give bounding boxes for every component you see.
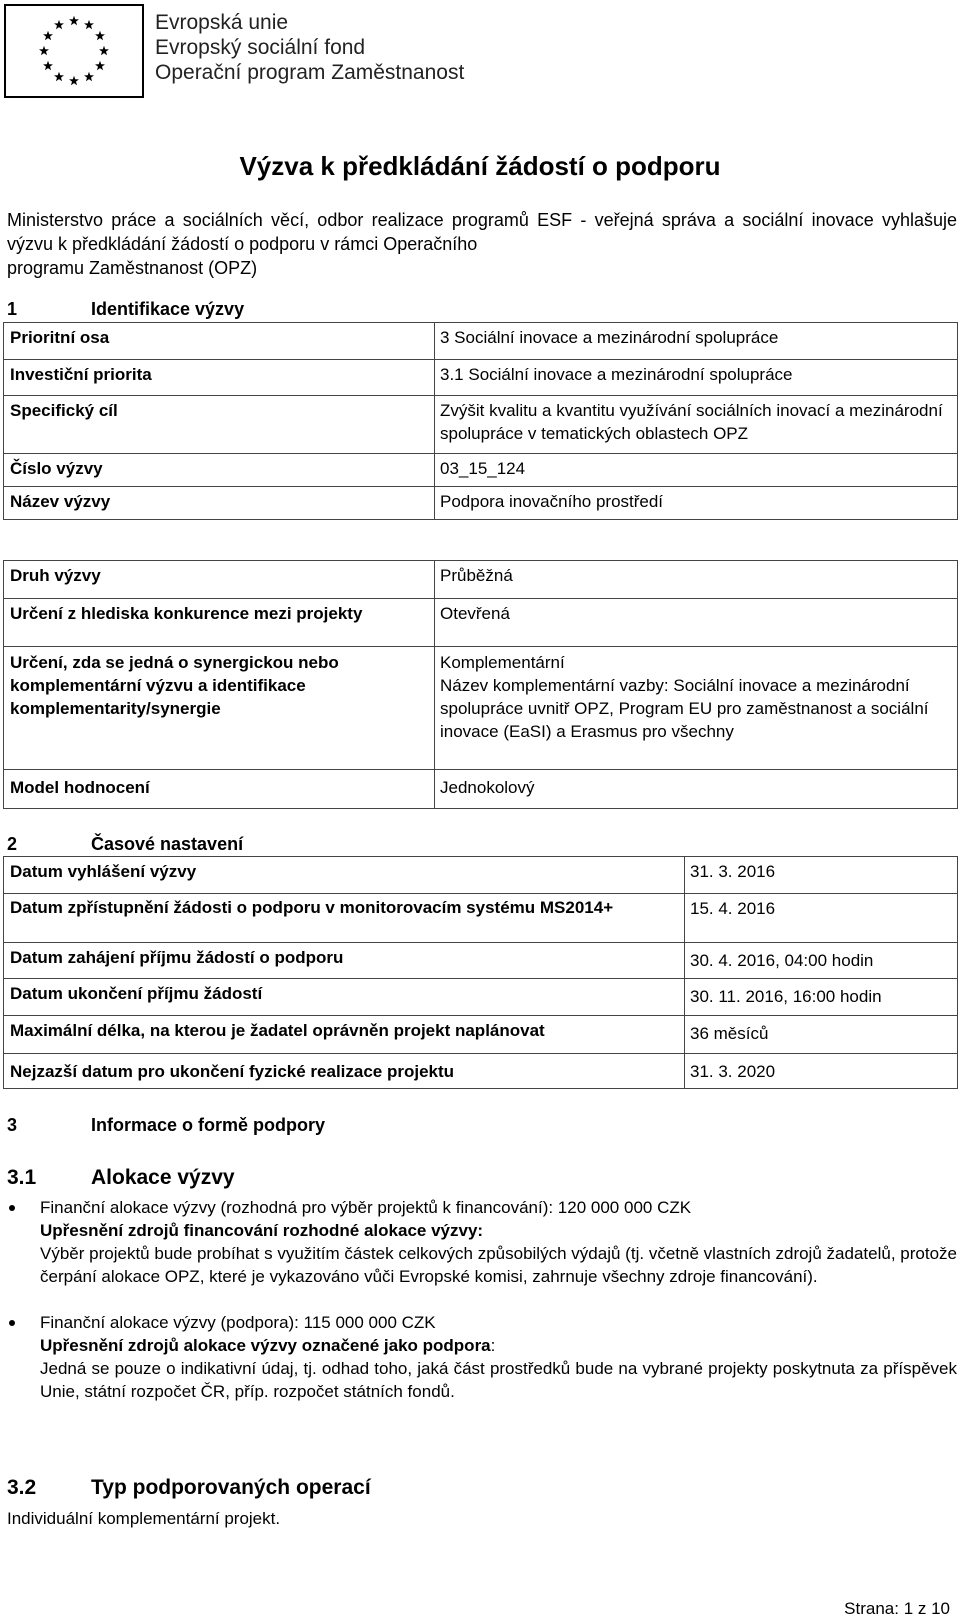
support-note-colon: :	[490, 1336, 496, 1355]
section3-number: 3	[7, 1115, 18, 1135]
section1-number: 1	[7, 299, 18, 319]
star-icon	[69, 76, 79, 85]
row-value: Podpora inovačního prostředí	[440, 492, 664, 511]
row-label: Nejzazší datum pro ukončení fyzické realizace projektu	[10, 1062, 455, 1081]
row-value-block	[434, 647, 957, 770]
table-row	[4, 598, 957, 647]
table-row	[4, 942, 957, 979]
row-value: 15. 4. 2016	[690, 899, 776, 918]
table-row	[4, 646, 957, 770]
row-value: 30. 4. 2016, 04:00 hodin	[690, 951, 874, 970]
star-icon	[43, 31, 53, 40]
star-icon	[84, 20, 94, 29]
row-label: Investiční priorita	[10, 365, 152, 384]
star-icon	[99, 46, 109, 55]
row-value: 30. 11. 2016, 16:00 hodin	[690, 987, 882, 1006]
table-row	[4, 395, 957, 454]
section3-title: Informace o formě podpory	[91, 1115, 326, 1135]
row-label: Číslo výzvy	[10, 459, 103, 478]
logo-line-esf: Evropský sociální fond	[155, 36, 366, 59]
table-row	[4, 1053, 957, 1091]
section3-heading	[7, 1114, 325, 1136]
row-value: Zvýšit kvalitu a kvantitu využívání sociálních inovací a mezinárodní spolupráce v tematických oblastech OPZ	[440, 401, 943, 443]
support-note-heading: Upřesnění zdrojů alokace výzvy označené jako podpora	[40, 1336, 491, 1355]
row-label: Název výzvy	[10, 492, 111, 511]
section2-number: 2	[7, 834, 18, 854]
row-label: Datum zahájení příjmu žádostí o podporu	[10, 948, 344, 967]
row-label: Model hodnocení	[10, 778, 150, 797]
logo-line-eu: Evropská unie	[155, 11, 289, 34]
table-row	[4, 453, 957, 487]
section1-title: Identifikace výzvy	[91, 299, 245, 319]
allocation-list	[7, 1196, 957, 1403]
table-row	[4, 486, 957, 522]
eu-flag-logo	[4, 4, 144, 98]
support-note-text: Jedná se pouze o indikativní údaj, tj. odhad toho, jaká část prostředků bude na vybrané projekty poskytnuta za příspěvek Unie, státní rozpočet ČR, příp. rozpočet státních fondů.	[40, 1359, 957, 1401]
row-value-detail: Název komplementární vazby: Sociální inovace a mezinárodní spolupráce uvnitř OPZ, Program EU pro zaměstnanost a sociální inovace (EaSI) a Erasmus pro všechny	[440, 676, 929, 741]
table-row	[4, 857, 957, 893]
logo-line-opz: Operační program Zaměstnanost	[155, 61, 465, 84]
section3-2-title: Typ podporovaných operací	[91, 1476, 371, 1499]
identification-table	[3, 322, 958, 520]
row-value: Průběžná	[440, 566, 513, 585]
table-row	[4, 893, 957, 943]
bullet-icon	[9, 1205, 15, 1211]
row-label: Datum vyhlášení výzvy	[10, 862, 197, 881]
table-row	[4, 323, 957, 359]
row-label: Specifický cíl	[10, 401, 118, 420]
intro-paragraph	[7, 208, 957, 280]
row-value: Komplementární	[440, 653, 565, 672]
section3-1-number: 3.1	[7, 1166, 37, 1189]
row-value: 36 měsíců	[690, 1024, 769, 1043]
logo-text	[155, 10, 464, 85]
eu-stars-icon	[6, 6, 142, 96]
row-label: Maximální délka, na kterou je žadatel oprávněn projekt naplánovat	[10, 1021, 545, 1040]
table-row	[4, 561, 957, 598]
row-label: Druh výzvy	[10, 566, 101, 585]
star-icon	[69, 16, 79, 25]
intro-text: Ministerstvo práce a sociálních věcí, odbor realizace programů ESF - veřejná správa a sociální inovace vyhlašuje výzvu k předkládání žádostí o podporu v rámci Operačního	[7, 210, 957, 254]
table-row	[4, 769, 957, 811]
star-icon	[39, 46, 49, 55]
star-icon	[95, 61, 105, 70]
row-value: 31. 3. 2016	[690, 862, 776, 881]
allocation-note-text: Výběr projektů bude probíhat s využitím částek celkových způsobilých výdajů (tj. včetně vlastních zdrojů žadatelů, protože čerpání alokace OPZ, které je vykazováno vůči Evropské komisi, zahrnuje všechny zdroje financování).	[40, 1244, 957, 1286]
section3-1-title: Alokace výzvy	[91, 1166, 235, 1189]
star-icon	[84, 72, 94, 81]
row-label: Datum zpřístupnění žádosti o podporu v monitorovacím systému MS2014+	[10, 898, 614, 917]
list-item	[7, 1311, 957, 1403]
star-icon	[95, 31, 105, 40]
list-item	[7, 1196, 957, 1288]
allocation-total: Finanční alokace výzvy (rozhodná pro výběr projektů k financování): 120 000 000 CZK	[40, 1198, 692, 1217]
allocation-note-heading: Upřesnění zdrojů financování rozhodné alokace výzvy:	[40, 1221, 484, 1240]
table-row	[4, 978, 957, 1016]
star-icon	[54, 20, 64, 29]
page-number: Strana: 1 z 10	[844, 1599, 950, 1618]
section3-2-heading	[7, 1475, 371, 1501]
timing-table	[3, 856, 958, 1089]
section3-1-heading	[7, 1165, 235, 1191]
row-value: Jednokolový	[440, 778, 535, 797]
operation-type-text: Individuální komplementární projekt.	[7, 1509, 281, 1528]
row-value: Otevřená	[440, 604, 510, 623]
star-icon	[43, 61, 53, 70]
table-row	[4, 1015, 957, 1054]
row-value: 03_15_124	[440, 459, 526, 478]
section1-heading	[7, 298, 244, 320]
row-label: Prioritní osa	[10, 328, 110, 347]
allocation-support: Finanční alokace výzvy (podpora): 115 000 000 CZK	[40, 1313, 436, 1332]
intro-last-line: programu Zaměstnanost (OPZ)	[7, 258, 258, 278]
call-details-table	[3, 560, 958, 809]
page-title: Výzva k předkládání žádostí o podporu	[239, 151, 721, 181]
star-icon	[54, 72, 64, 81]
row-value: 3 Sociální inovace a mezinárodní spolupráce	[440, 328, 779, 347]
row-label: Určení, zda se jedná o synergickou nebo komplementární výzvu a identifikace komplementarity/synergie	[10, 653, 339, 718]
row-label: Datum ukončení příjmu žádostí	[10, 984, 263, 1003]
table-row	[4, 359, 957, 396]
section2-title: Časové nastavení	[91, 834, 244, 854]
bullet-icon	[9, 1320, 15, 1326]
row-label: Určení z hlediska konkurence mezi projekty	[10, 604, 363, 623]
row-value: 3.1 Sociální inovace a mezinárodní spolupráce	[440, 365, 793, 384]
section2-heading	[7, 833, 243, 855]
row-value: 31. 3. 2020	[690, 1062, 776, 1081]
section3-2-number: 3.2	[7, 1476, 37, 1499]
